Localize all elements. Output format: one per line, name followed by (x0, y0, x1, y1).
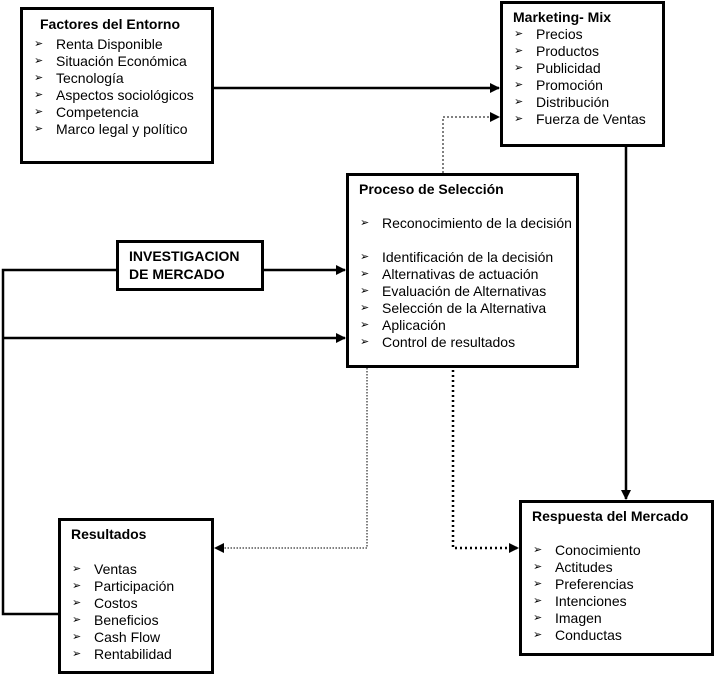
list-item: ➢ Aplicación (360, 317, 446, 333)
list-item: ➢ Marco legal y político (34, 121, 188, 137)
list-item: ➢ Promoción (514, 77, 603, 93)
list-item: ➢ Participación (72, 578, 175, 594)
list-item: ➢ Control de resultados (360, 334, 516, 350)
list-item: ➢ Fuerza de Ventas (514, 111, 646, 127)
arrow-bullet-icon: ➢ (360, 268, 370, 280)
investigacion-line2: DE MERCADO (129, 266, 225, 282)
resultados-list (72, 561, 174, 663)
list-item: ➢ Distribución (514, 94, 610, 110)
arrow-bullet-icon: ➢ (514, 28, 524, 40)
list-item: ➢ Situación Económica (34, 53, 187, 69)
proceso-box (346, 173, 579, 368)
list-item: ➢ Actitudes (533, 559, 613, 575)
list-item: ➢ Rentabilidad (72, 646, 172, 662)
arrow-bullet-icon: ➢ (360, 336, 370, 348)
arrow-bullet-icon: ➢ (360, 285, 370, 297)
arrow-bullet-icon: ➢ (514, 45, 524, 57)
arrow-bullet-icon: ➢ (34, 89, 44, 101)
arrow-bullet-icon: ➢ (34, 123, 44, 135)
arrow-bullet-icon: ➢ (533, 561, 543, 573)
investigacion-line1: INVESTIGACION (129, 248, 240, 264)
list-item: ➢ Publicidad (514, 60, 601, 76)
arrow-proceso-to-marketing (443, 117, 499, 173)
marketing-box (500, 1, 665, 147)
respuesta-title: Respuesta del Mercado (532, 508, 689, 524)
proceso-list (360, 215, 572, 351)
arrow-bullet-icon: ➢ (533, 612, 543, 624)
arrow-bullet-icon: ➢ (72, 563, 82, 575)
list-item: ➢ Productos (514, 43, 600, 59)
list-item: ➢ Renta Disponible (34, 36, 163, 52)
list-item: ➢ Aspectos sociológicos (34, 87, 194, 103)
arrow-bullet-icon: ➢ (34, 72, 44, 84)
resultados-title: Resultados (71, 526, 147, 542)
arrow-bullet-icon: ➢ (533, 629, 543, 641)
list-item: ➢ Beneficios (72, 612, 159, 628)
marketing-list (514, 26, 646, 128)
list-item: ➢ Intenciones (533, 593, 627, 609)
arrow-bullet-icon: ➢ (72, 580, 82, 592)
arrow-bullet-icon: ➢ (360, 319, 370, 331)
arrow-bullet-icon: ➢ (72, 597, 82, 609)
arrow-bullet-icon: ➢ (360, 217, 370, 229)
marketing-title: Marketing- Mix (513, 9, 612, 25)
arrow-proceso-to-resultados (215, 368, 367, 548)
list-item: ➢ Evaluación de Alternativas (360, 283, 547, 299)
investigacion-box (116, 240, 264, 291)
list-item: ➢ Conocimiento (533, 542, 641, 558)
list-item: ➢ Conductas (533, 627, 622, 643)
arrow-proceso-to-respuesta (453, 370, 518, 548)
arrow-bullet-icon: ➢ (514, 96, 524, 108)
arrow-bullet-icon: ➢ (34, 38, 44, 50)
arrow-bullet-icon: ➢ (72, 614, 82, 626)
resultados-box (58, 518, 214, 674)
list-item: ➢ Ventas (72, 561, 137, 577)
list-item: ➢ Tecnología (34, 70, 124, 86)
list-item: ➢ Alternativas de actuación (360, 266, 539, 282)
arrow-bullet-icon: ➢ (533, 544, 543, 556)
arrow-bullet-icon: ➢ (514, 79, 524, 91)
list-item: ➢ Selección de la Alternativa (360, 300, 547, 316)
arrow-bullet-icon: ➢ (360, 302, 370, 314)
arrow-bullet-icon: ➢ (34, 106, 44, 118)
arrow-bullet-icon: ➢ (72, 648, 82, 660)
respuesta-list (533, 542, 641, 644)
proceso-title: Proceso de Selección (359, 181, 504, 197)
list-item: ➢ Competencia (34, 104, 139, 120)
list-item: ➢ Precios (514, 26, 583, 42)
respuesta-box (519, 500, 714, 656)
arrow-bullet-icon: ➢ (533, 595, 543, 607)
arrow-bullet-icon: ➢ (34, 55, 44, 67)
list-item: ➢ Reconocimiento de la decisión (360, 215, 572, 231)
list-item: ➢ Cash Flow (72, 629, 161, 645)
arrow-bullet-icon: ➢ (514, 62, 524, 74)
factores-box (20, 7, 214, 164)
arrow-bullet-icon: ➢ (360, 251, 370, 263)
list-item: ➢ Identificación de la decisión (360, 249, 554, 265)
list-item: ➢ Imagen (533, 610, 602, 626)
arrow-bullet-icon: ➢ (514, 113, 524, 125)
factores-title: Factores del Entorno (40, 16, 181, 32)
list-item: ➢ Costos (72, 595, 138, 611)
arrow-bullet-icon: ➢ (533, 578, 543, 590)
list-item: ➢ Preferencias (533, 576, 634, 592)
arrow-bullet-icon: ➢ (72, 631, 82, 643)
factores-list (34, 36, 194, 138)
